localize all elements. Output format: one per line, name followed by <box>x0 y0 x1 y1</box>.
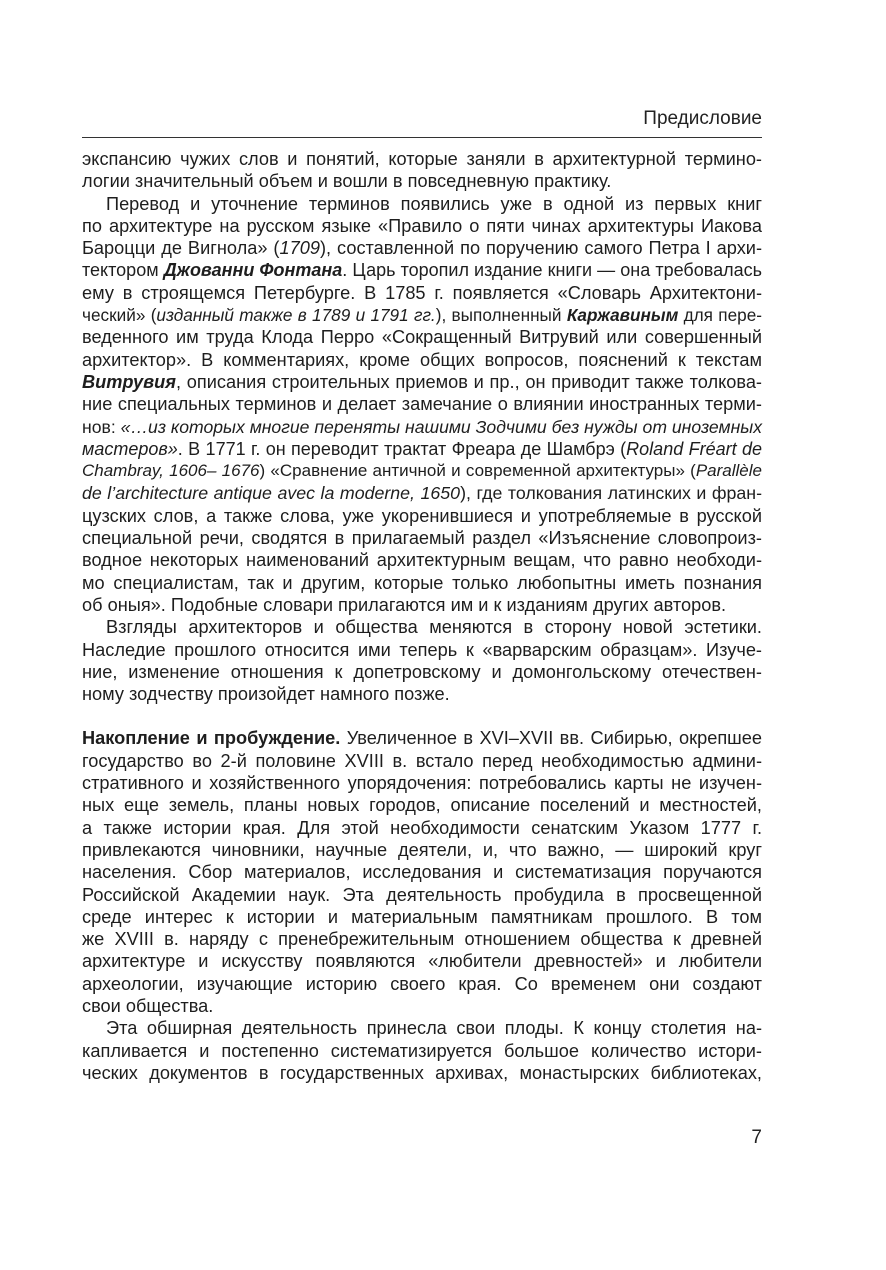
text-run: . В 1771 г. он переводит трактат Фреара де Шамбрэ ( <box>177 438 627 459</box>
text-run: , описания строительных приемов и пр., он приводит также толкова- <box>175 371 762 392</box>
text-line: экспансию чужих слов и понятий, которые заняли в архитектурной термино- <box>82 149 762 169</box>
latin-title-italic: de l’architecture antique avec la moderne, 1650 <box>82 483 461 504</box>
header-rule <box>82 137 762 138</box>
text-run: ), составленной по поручению самого Петра I архи- <box>319 238 763 259</box>
text-line: об оныя». Подобные словари прилагаются им и к изданиям других авторов. <box>82 594 727 615</box>
text-line: же XVIII в. наряду с пренебрежительным отношением общества к древней <box>82 929 762 950</box>
text-run: для пере- <box>678 305 762 326</box>
text-line: водное некоторых наименований архитектурным вещам, что равно необходи- <box>82 550 762 571</box>
text-run: Бароцци де Вигнола» ( <box>82 238 280 259</box>
text-line: Эта обширная деятельность принесла свои плоды. К концу столетия на- <box>106 1018 762 1039</box>
text-run: тектором <box>82 260 164 281</box>
quote-italic: мастеров» <box>82 438 178 459</box>
latin-title-italic: Parallèle <box>695 461 762 481</box>
text-line <box>82 460 762 482</box>
quote-italic: «…из которых многие переняты нашими Зодчими без нужды от иноземных <box>120 416 762 437</box>
text-line: Перевод и уточнение терминов появились уже в одной из первых книг <box>106 193 762 214</box>
text-line: ние, изменение отношения к допетровскому и домонгольскому отечествен- <box>82 661 762 682</box>
text-line: Наследие прошлого относится ими теперь к «варварским образцам». Изуче- <box>82 639 762 660</box>
text-line: ему в строящемся Петербурге. В 1785 г. появляется «Словарь Архитектони- <box>82 282 762 303</box>
text-run: ), выполненный <box>435 305 567 326</box>
text-run: Увеличенное в XVI–XVII вв. Сибирью, окрепшее <box>340 728 762 749</box>
body-text <box>82 148 762 1084</box>
text-line <box>82 304 762 326</box>
person-name-emphasis: Джованни Фонтана <box>163 260 343 281</box>
text-line: привлекаются чиновники, научные деятели, и, что важно, — широкий круг <box>82 839 762 860</box>
text-line: специальной речи, сводятся в прилагаемый раздел «Изъяснение словопроиз- <box>82 528 762 549</box>
text-line: капливается и постепенно систематизируется большое количество истори- <box>82 1040 762 1061</box>
text-line <box>82 259 762 281</box>
text-line: веденного им труда Клода Перро «Сокращенный Витрувий или совершенный <box>82 327 762 348</box>
text-line: цузских слов, а также слова, уже укоренившиеся и употребляемые в русской <box>82 505 762 526</box>
section-heading: Накопление и пробуждение. <box>82 728 341 749</box>
text-line: среде интерес к истории и материальным памятникам прошлого. В том <box>82 906 762 927</box>
text-line <box>82 416 762 438</box>
text-line: свои общества. <box>82 995 214 1016</box>
text-run: . Царь торопил издание книги — она требовалась <box>342 260 762 281</box>
text-line: ному зодчеству произойдет намного позже. <box>82 684 450 705</box>
text-run: ), где толкования латинских и фран- <box>460 483 762 504</box>
text-line: ческих документов в государственных архивах, монастырских библиотеках, <box>82 1062 762 1083</box>
text-line: логии значительный объем и вошли в повседневную практику. <box>82 171 612 192</box>
page-number: 7 <box>751 1127 762 1148</box>
text-line <box>82 727 762 749</box>
text-run: ческий» ( <box>82 305 157 326</box>
text-line: ных еще земель, планы новых городов, описание поселений и местностей, <box>82 795 762 816</box>
text-line: по архитектуре на русском языке «Правило о пяти чинах архитектуры Иакова <box>82 215 762 236</box>
text-line: археологии, изучающие историю своего края. Со временем они создают <box>82 973 762 994</box>
text-line <box>82 438 762 460</box>
text-run: ) «Сравнение античной и современной архитектуры» ( <box>259 461 696 481</box>
year-italic: 1709 <box>279 238 320 259</box>
text-line: архитектор». В комментариях, кроме общих вопросов, пояснений к текстам <box>82 349 762 370</box>
person-name-emphasis: Витрувия <box>82 371 176 392</box>
text-line: населения. Сбор материалов, исследования и систематизация поручаются <box>82 862 762 883</box>
person-name-emphasis: Каржавиным <box>566 305 679 326</box>
text-line: государство во 2-й половине XVIII в. встало перед необходимостью админи- <box>82 750 762 771</box>
section-gap <box>82 705 762 727</box>
text-line <box>82 371 762 393</box>
italic-note: изданный также в 1789 и 1791 гг. <box>156 305 436 326</box>
text-line: мо специалистам, так и другим, которые только любопытны иметь познания <box>82 572 762 593</box>
text-line <box>82 482 762 504</box>
text-line: Взгляды архитекторов и общества меняются в сторону новой эстетики. <box>106 617 762 638</box>
text-line: ние специальных терминов и делает замечание о влиянии иностранных терми- <box>82 394 762 415</box>
latin-name-italic: Roland Fréart de <box>626 438 762 459</box>
text-line: стративного и хозяйственного упорядочения: потребовались карты не изучен- <box>82 773 762 794</box>
text-line: а также истории края. Для этой необходимости сенатским Указом 1777 г. <box>82 817 762 838</box>
latin-name-italic: Chambray, 1606– 1676 <box>82 461 260 481</box>
text-line <box>82 237 762 259</box>
text-line: архитектуре и искусству появляются «любители древностей» и любители <box>82 951 762 972</box>
text-line: Российской Академии наук. Эта деятельность пробудила в просвещенной <box>82 884 762 905</box>
text-run: нов: <box>82 416 121 437</box>
running-head-title: Предисловие <box>643 108 762 129</box>
